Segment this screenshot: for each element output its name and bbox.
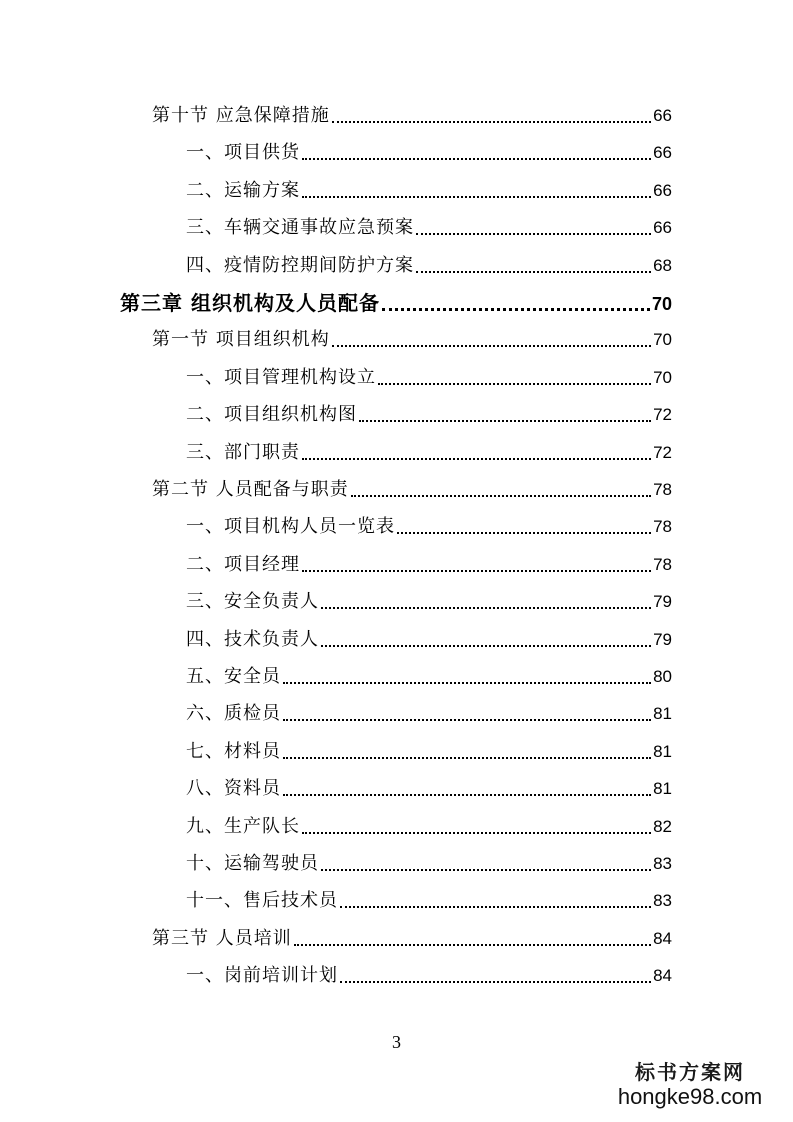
toc-entry-item[interactable] bbox=[186, 401, 672, 429]
toc-entry-item[interactable] bbox=[186, 252, 672, 280]
toc-entry-page: 78 bbox=[653, 517, 672, 537]
toc-entry-item[interactable] bbox=[186, 962, 672, 990]
toc-entry-title: 十、运输驾驶员 bbox=[186, 853, 319, 874]
dot-leader bbox=[321, 607, 651, 609]
toc-entry-title: 四、疫情防控期间防护方案 bbox=[186, 254, 414, 276]
toc-entry-page: 79 bbox=[653, 629, 672, 649]
dot-leader bbox=[283, 682, 651, 684]
toc-entry-item[interactable] bbox=[186, 626, 672, 654]
toc-entry-item[interactable] bbox=[186, 214, 672, 242]
toc-entry-title: 二、项目经理 bbox=[186, 553, 300, 575]
toc-entry-title: 三、安全负责人 bbox=[186, 591, 319, 613]
toc-entry-item[interactable] bbox=[186, 887, 672, 915]
toc-entry-item[interactable] bbox=[186, 364, 672, 392]
toc-entry-title: 九、生产队长 bbox=[186, 815, 300, 837]
toc-entry-title: 第二节 人员配备与职责 bbox=[152, 479, 349, 500]
toc-entry-item[interactable] bbox=[186, 850, 672, 878]
toc-entry-page: 66 bbox=[653, 106, 672, 125]
dot-leader bbox=[332, 121, 651, 123]
toc-entry-item[interactable] bbox=[186, 700, 672, 728]
toc-entry-page: 79 bbox=[653, 592, 672, 612]
toc-entry-title: 第三节 人员培训 bbox=[152, 927, 292, 949]
dot-leader bbox=[382, 308, 650, 311]
toc-entry-page: 84 bbox=[653, 966, 672, 986]
toc-entry-item[interactable] bbox=[186, 813, 672, 841]
toc-entry-title: 第一节 项目组织机构 bbox=[152, 329, 330, 351]
toc-entry-title: 二、项目组织机构图 bbox=[186, 404, 357, 426]
dot-leader bbox=[321, 645, 651, 647]
toc-entry-item[interactable] bbox=[186, 588, 672, 616]
dot-leader bbox=[416, 233, 651, 235]
toc-entry-title: 五、安全员 bbox=[186, 666, 281, 687]
toc-entry-item[interactable] bbox=[186, 177, 672, 205]
toc-entry-page: 84 bbox=[653, 928, 672, 948]
toc-entry-page: 72 bbox=[653, 442, 672, 462]
toc-entry-title: 第三章 组织机构及人员配备 bbox=[120, 291, 380, 315]
toc-entry-title: 三、部门职责 bbox=[186, 441, 300, 463]
toc-entry-page: 81 bbox=[653, 704, 672, 724]
dot-leader bbox=[302, 458, 651, 460]
toc-entry-item[interactable] bbox=[186, 551, 672, 579]
toc-entry-page: 66 bbox=[653, 143, 672, 163]
watermark-url: hongke98.com bbox=[617, 1084, 763, 1109]
toc-entry-item[interactable] bbox=[186, 738, 672, 766]
dot-leader bbox=[283, 794, 651, 796]
site-watermark bbox=[605, 1060, 775, 1110]
toc-entry-item[interactable] bbox=[186, 775, 672, 803]
toc-entry-title: 六、质检员 bbox=[186, 703, 281, 725]
dot-leader bbox=[340, 981, 651, 983]
toc-entry-item[interactable] bbox=[186, 513, 672, 541]
toc-entry-title: 八、资料员 bbox=[186, 778, 281, 800]
toc-entry-page: 78 bbox=[653, 554, 672, 574]
dot-leader bbox=[302, 570, 651, 572]
toc-entry-page: 83 bbox=[653, 891, 672, 911]
dot-leader bbox=[294, 944, 651, 946]
toc-entry-title: 一、项目供货 bbox=[186, 142, 300, 164]
toc-entry-page: 81 bbox=[653, 779, 672, 799]
toc-entry-title: 第十节 应急保障措施 bbox=[152, 105, 330, 126]
dot-leader bbox=[351, 495, 651, 497]
toc-entry-page: 66 bbox=[653, 218, 672, 238]
dot-leader bbox=[302, 196, 651, 198]
dot-leader bbox=[302, 158, 651, 160]
toc-entry-title: 十一、售后技术员 bbox=[186, 890, 338, 912]
toc-entry-item[interactable] bbox=[186, 439, 672, 467]
toc-entry-page: 83 bbox=[653, 854, 672, 873]
toc-entry-section[interactable] bbox=[152, 102, 672, 130]
dot-leader bbox=[340, 906, 651, 908]
dot-leader bbox=[397, 532, 651, 534]
toc-entry-title: 一、项目机构人员一览表 bbox=[186, 516, 395, 538]
toc-entry-page: 70 bbox=[651, 294, 672, 314]
dot-leader bbox=[416, 271, 651, 273]
toc-entry-page: 81 bbox=[653, 741, 672, 761]
toc-entry-item[interactable] bbox=[186, 139, 672, 167]
dot-leader bbox=[283, 719, 651, 721]
toc-entry-title: 四、技术负责人 bbox=[186, 628, 319, 650]
watermark-name: 标书方案网 bbox=[635, 1060, 745, 1084]
page-number: 3 bbox=[392, 1032, 401, 1052]
toc-entry-page: 66 bbox=[653, 180, 672, 200]
toc-entry-page: 72 bbox=[653, 405, 672, 425]
dot-leader bbox=[302, 832, 651, 834]
toc-entry-page: 78 bbox=[653, 480, 672, 499]
toc-entry-title: 七、材料员 bbox=[186, 740, 281, 762]
toc-entry-section[interactable] bbox=[152, 326, 672, 354]
toc-entry-page: 70 bbox=[653, 367, 672, 387]
toc-entry-title: 二、运输方案 bbox=[186, 179, 300, 201]
toc-entry-page: 68 bbox=[653, 255, 672, 275]
toc-entry-page: 82 bbox=[653, 816, 672, 836]
dot-leader bbox=[321, 869, 651, 871]
dot-leader bbox=[332, 345, 651, 347]
dot-leader bbox=[283, 757, 651, 759]
toc-entry-item[interactable] bbox=[186, 663, 672, 691]
toc-entry-title: 一、岗前培训计划 bbox=[186, 965, 338, 987]
toc-entry-title: 一、项目管理机构设立 bbox=[186, 366, 376, 388]
toc-entry-page: 70 bbox=[653, 330, 672, 350]
toc-entry-section[interactable] bbox=[152, 925, 672, 953]
toc-entry-chapter[interactable] bbox=[120, 289, 672, 317]
toc-entry-page: 80 bbox=[653, 667, 672, 686]
dot-leader bbox=[359, 420, 651, 422]
dot-leader bbox=[378, 383, 651, 385]
toc-entry-section[interactable] bbox=[152, 476, 672, 504]
toc-entry-title: 三、车辆交通事故应急预案 bbox=[186, 217, 414, 239]
